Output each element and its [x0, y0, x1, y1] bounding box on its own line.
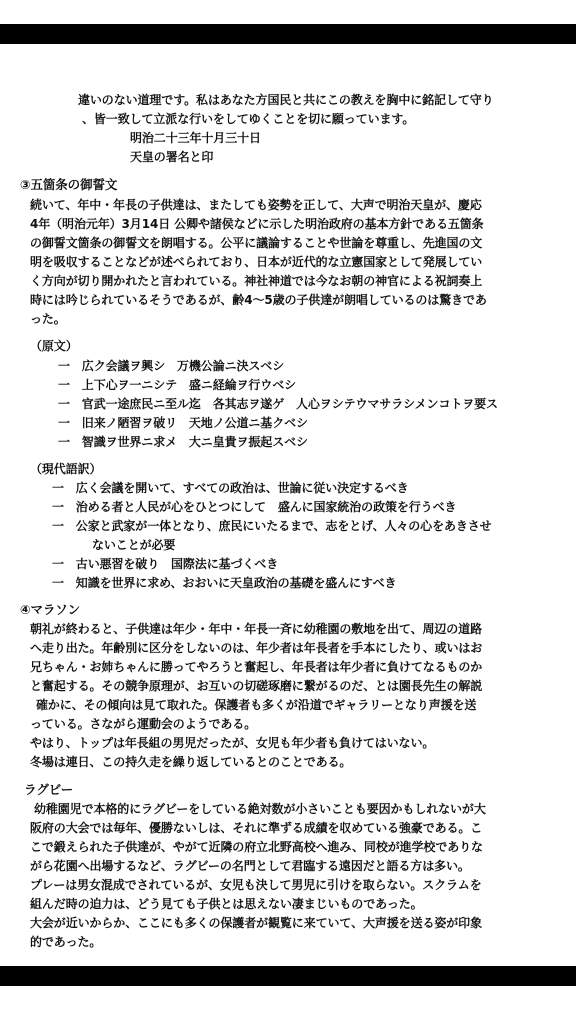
body-line: やはり、トップは年長組の男児だったが、女児も年少者も負けてはいない。: [30, 736, 435, 750]
translation-line: 一 古い悪習を破り 国際法に基づくべき: [52, 557, 279, 571]
article-line: 一 広ク会議ヲ興シ 万機公論ニ決スベシ: [58, 359, 285, 373]
date-line: 明治二十三年十月三十日: [130, 131, 261, 145]
intro-line: 、皆一致して立派な行いをしてゆくことを切に願っています。: [82, 112, 415, 126]
body-line: 幼稚園児で本格的にラグビーをしている絶対数が小さいことも要因かもしれないが大: [34, 802, 486, 816]
body-line: 阪府の大会では毎年、優勝ないしは、それに準ずる成績を収めている強豪である。こ: [30, 821, 483, 835]
translation-line: 一 公家と武家が一体となり、庶民にいたるまで、志をとげ、人々の心をあきさせ: [52, 519, 492, 533]
body-line: 確かに、その傾向は見て取れた。保護者も多くが沿道でギャラリーとなり声援を送: [36, 698, 477, 712]
body-line: 4年（明治元年）3月14日 公卿や諸侯などに示した明治政府の基本方針である五箇条: [30, 217, 484, 231]
body-line: へ走り出た。年齢別に区分をしないのは、年少者は年長者を手本にしたり、或いはお: [30, 641, 483, 655]
body-line: と奮起する。その競争原理が、お互いの切磋琢磨に繋がるのだ、とは園長先生の解説: [30, 679, 483, 693]
article-line: 一 旧来ノ陋習ヲ破リ 天地ノ公道ニ基クベシ: [58, 416, 308, 430]
body-line: 時には吟じられているそうであるが、齢4～5歳の子供達が朗唱しているのは驚きであ: [30, 293, 487, 307]
body-line: 的であった。: [30, 935, 102, 949]
original-text-label: （原文）: [30, 339, 78, 353]
modern-translation-label: （現代語訳）: [30, 462, 102, 476]
translation-line: 一 知識を世界に求め、おおいに天皇政治の基礎を盛んにすべき: [52, 576, 397, 590]
translation-line: 一 広く会議を開いて、すべての政治は、世論に従い決定するべき: [52, 481, 409, 495]
body-line: 冬場は連日、この持久走を繰り返しているとのことである。: [30, 755, 352, 769]
bottom-black-bar: [0, 966, 576, 986]
body-line: 朝礼が終わると、子供達は年少・年中・年長一斉に幼稚園の敷地を出て、周辺の道路: [30, 622, 482, 636]
top-black-bar: [0, 24, 576, 44]
body-line: プレーは男女混成でされているが、女児も決して男児に引けを取らない。スクラムを: [30, 878, 482, 892]
body-line: く方向が切り開かれたと言われている。神社神道では今なお朝の神官による祝詞奏上: [30, 274, 483, 288]
body-line: 兄ちゃん・お姉ちゃんに勝ってやろうと奮起し、年長者は年少者に負けてなるものか: [30, 660, 483, 674]
translation-line: 一 治める者と人民が心をひとつにして 盛んに国家統治の政策を行うべき: [52, 500, 457, 514]
translation-line: ないことが必要: [92, 538, 176, 552]
article-line: 一 官武一途庶民ニ至ル迄 各其志ヲ遂ゲ 人心ヲシテウマサラシメンコトヲ要ス: [58, 397, 498, 411]
section-heading-gokajo: ③五箇条の御誓文: [20, 177, 118, 192]
body-line: った。: [30, 312, 66, 326]
signature-line: 天皇の署名と印: [130, 150, 214, 164]
article-line: 一 智識ヲ世界ニ求メ 大ニ皇貴ヲ振起スベシ: [58, 435, 308, 449]
section-heading-rugby: ラグビー: [24, 782, 74, 797]
body-line: っている。さながら運動会のようである。: [30, 717, 257, 731]
body-line: 明を吸収することなどが述べられており、日本が近代的な立憲国家として発展してい: [30, 255, 483, 269]
body-line: 大会が近いからか、ここにも多くの保護者が観覧に来ていて、大声援を送る姿が印象: [30, 916, 482, 930]
article-line: 一 上下心ヲ一ニシテ 盛ニ経綸ヲ行ウベシ: [58, 378, 297, 392]
body-line: がら花園へ出場するなど、ラグビーの名門として君臨する遠因だと語る方は多い。: [30, 859, 470, 873]
intro-line: 違いのない道理です。私はあなた方国民と共にこの教えを胸中に銘記して守り: [78, 93, 494, 107]
document-page: [0, 44, 576, 966]
body-line: こで鍛えられた子供達が、やがて近隣の府立北野高校へ進み、同校が進学校でありな: [30, 840, 483, 854]
body-line: 続いて、年中・年長の子供達は、またしても姿勢を正して、大声で明治天皇が、慶応: [30, 198, 482, 212]
body-line: 組んだ時の迫力は、どう見ても子供とは思えない凄まじいものであった。: [30, 897, 423, 911]
body-line: の御誓文箇条の御誓文を朗唱する。公平に議論することや世論を尊重し、先進国の文: [30, 236, 483, 250]
section-heading-marathon: ④マラソン: [20, 602, 81, 617]
